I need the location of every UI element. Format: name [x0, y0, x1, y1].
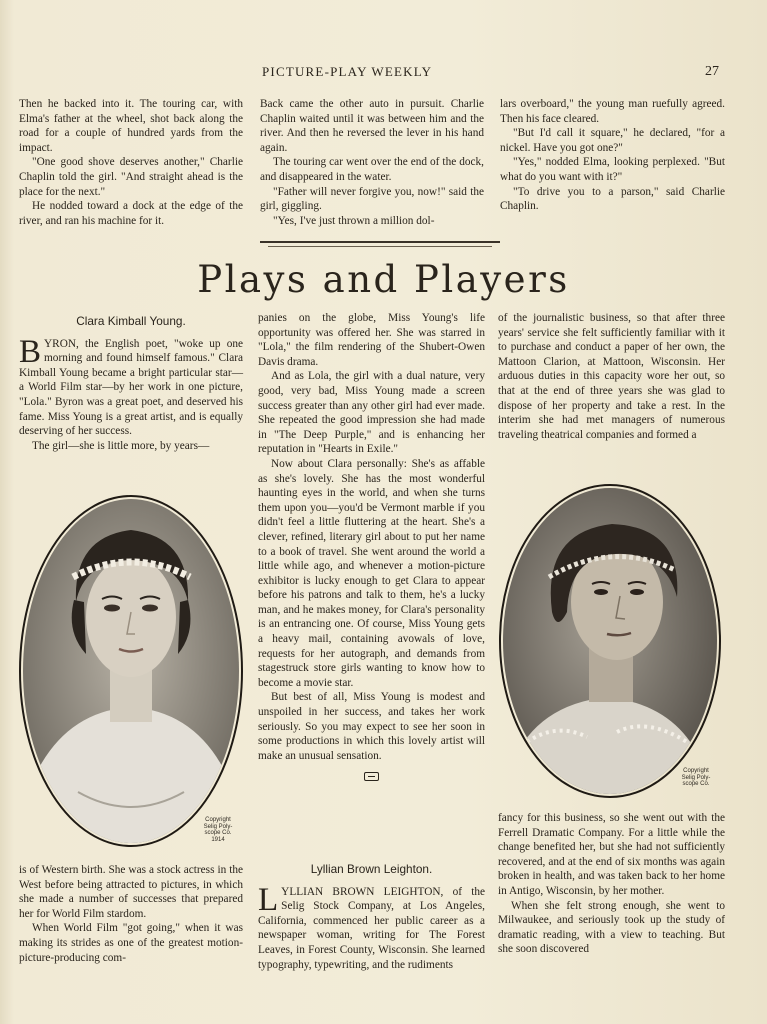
paragraph: The girl—she is little more, by years—	[32, 439, 210, 452]
section-title: Plays and Players	[197, 258, 570, 301]
paragraph: Back came the other auto in pursuit. Charlie Chaplin waited until it was between him and the river. And then he reversed the lever in his hand again.	[260, 98, 484, 154]
story-continued-col-3	[500, 97, 725, 214]
paragraph: Then he backed into it. The touring car, with Elma's father at the wheel, shot back along the road for a couple of hundred yards from the impact.	[19, 98, 243, 154]
story-continued-col-1	[19, 97, 243, 228]
paragraph: "Yes," nodded Elma, looking perplexed. "But what do you want with it?"	[500, 156, 725, 183]
paragraph: "Father will never forgive you, now!" said the girl, giggling.	[260, 185, 484, 213]
article-subhead: Lyllian Brown Leighton.	[310, 862, 433, 876]
lyllian-article-col-3-continued	[498, 811, 725, 957]
paragraph: "Yes, I've just thrown a million dol-	[273, 214, 435, 227]
paragraph: "But I'd call it square," he declared, "for a nickel. Have you got one?"	[500, 127, 725, 154]
story-continued-col-2	[260, 97, 484, 228]
paragraph: YRON, the English poet, "woke up one morning and found himself famous." Clara Kimball Young became a bright particular star—a World Film star—by her work in one picture, "Lola." Byron was a great poet, and deserved his fame. Miss Young is a great artist, and is equally deserving of her success.	[19, 337, 243, 438]
lyllian-article-col-2	[258, 862, 485, 972]
paragraph: He nodded toward a dock at the edge of the river, and ran his machine for it.	[19, 200, 243, 227]
paragraph: When she felt strong enough, she went to Milwaukee, and seriously took up the study of dramatic reading, with a view to teaching. But she soon discovered	[498, 899, 725, 956]
running-head: PICTURE-PLAY WEEKLY	[262, 64, 433, 79]
paragraph: is of Western birth. She was a stock actress in the West before being attracted to pictures, in which she made a number of successes that prepared her for World Film stardom.	[19, 864, 243, 920]
section-divider-thin	[268, 246, 492, 247]
clara-article-col-2	[258, 311, 485, 796]
paragraph: When World Film "got going," when it was making its strides as one of the greatest motion-picture-producing com-	[19, 922, 243, 964]
photo-credit: Copyright Selig Poly- scope Co.	[681, 768, 711, 787]
section-divider	[260, 241, 500, 243]
drop-cap: B	[19, 333, 42, 370]
paragraph: And as Lola, the girl with a dual nature, very good, very bad, Miss Young made a screen success greater than any other girl had ever made. She repeated the good impression she had made in "The Deep Purple," and is enhancing her reputation in "Hearts in Exile."	[258, 370, 485, 456]
ornament-divider	[258, 771, 485, 786]
lyllian-article-col-3	[498, 311, 725, 442]
drop-cap: L	[258, 881, 279, 918]
clara-kimball-young-portrait	[18, 492, 244, 850]
paragraph: fancy for this business, so she went out with the Ferrell Dramatic Company. For a little while the change benefited her, but she had not sufficiently recovered, and at the end of six months was again broken in health, and was taken back to her home in Antigo, Wisconsin, by her mother.	[498, 812, 725, 897]
paragraph: panies on the globe, Miss Young's life opportunity was offered her. She was starred in "Lola," the film rendering of the Shubert-Owen Davis drama.	[258, 312, 485, 368]
paragraph: But best of all, Miss Young is modest and unspoiled in her success, and takes her work seriously. So you may expect to see her soon in some productions in which this lovely artist will make an unusual sensation.	[258, 691, 485, 762]
page-number: 27	[705, 64, 719, 79]
page-header	[0, 64, 767, 82]
lyllian-brown-leighton-portrait	[497, 482, 723, 800]
article-subhead: Clara Kimball Young.	[76, 314, 186, 328]
paragraph: of the journalistic business, so that after three years' service she felt sufficiently familiar with it to purchase and conduct a paper of her own, the Mattoon Clarion, at Mattoon, Wisconsin. Her arduous duties in this capacity wore her out, so that at the end of three years she was glad to dispose of her property and take a rest. In the interim she had met managers of numerous traveling theatrical companies and formed a	[498, 312, 725, 441]
clara-article-col-1-continued	[19, 863, 243, 965]
paragraph: lars overboard," the young man ruefully agreed. Then his face cleared.	[500, 98, 725, 125]
clara-article-col-1	[19, 314, 243, 453]
paragraph: "One good shove deserves another," Charlie Chaplin told the girl. "And straight ahead is the place for the next."	[19, 156, 243, 198]
photo-credit: Copyright Selig Poly- scope Co. 1914	[203, 817, 233, 843]
paragraph: "To drive you to a parson," said Charlie Chaplin.	[500, 185, 725, 213]
paragraph: The touring car went over the end of the dock, and disappeared in the water.	[260, 156, 484, 183]
paragraph: YLLIAN BROWN LEIGHTON, of the Selig Stock Company, at Los Angeles, California, commenced her public career as a newspaper woman, writing for The Forest Leaves, in Forest County, Wisconsin. She learned typography, typewriting, and the rudiments	[258, 885, 485, 971]
paragraph: Now about Clara personally: She's as affable as she's lovely. She has the most wonderful haunting eyes in the world, and when she turns them upon you—you'd be Vermont marble if you didn't feel a little fluttering at the heart. She's a clever, refined, literary girl about to put her name to a book of travel. She went around the world a little while ago, and whenever a motion-picture exhibitor is lucky enough to get Clara to appear before his patrons and talk to them, he's a lucky man, and he makes money, for Clara's personality is an entrancing one. Of course, Miss Young gets a heavy mail, containing avowals of love, requests for her autograph, and demands from stagestruck store girls wanting to know how to become a movie star.	[258, 457, 485, 689]
